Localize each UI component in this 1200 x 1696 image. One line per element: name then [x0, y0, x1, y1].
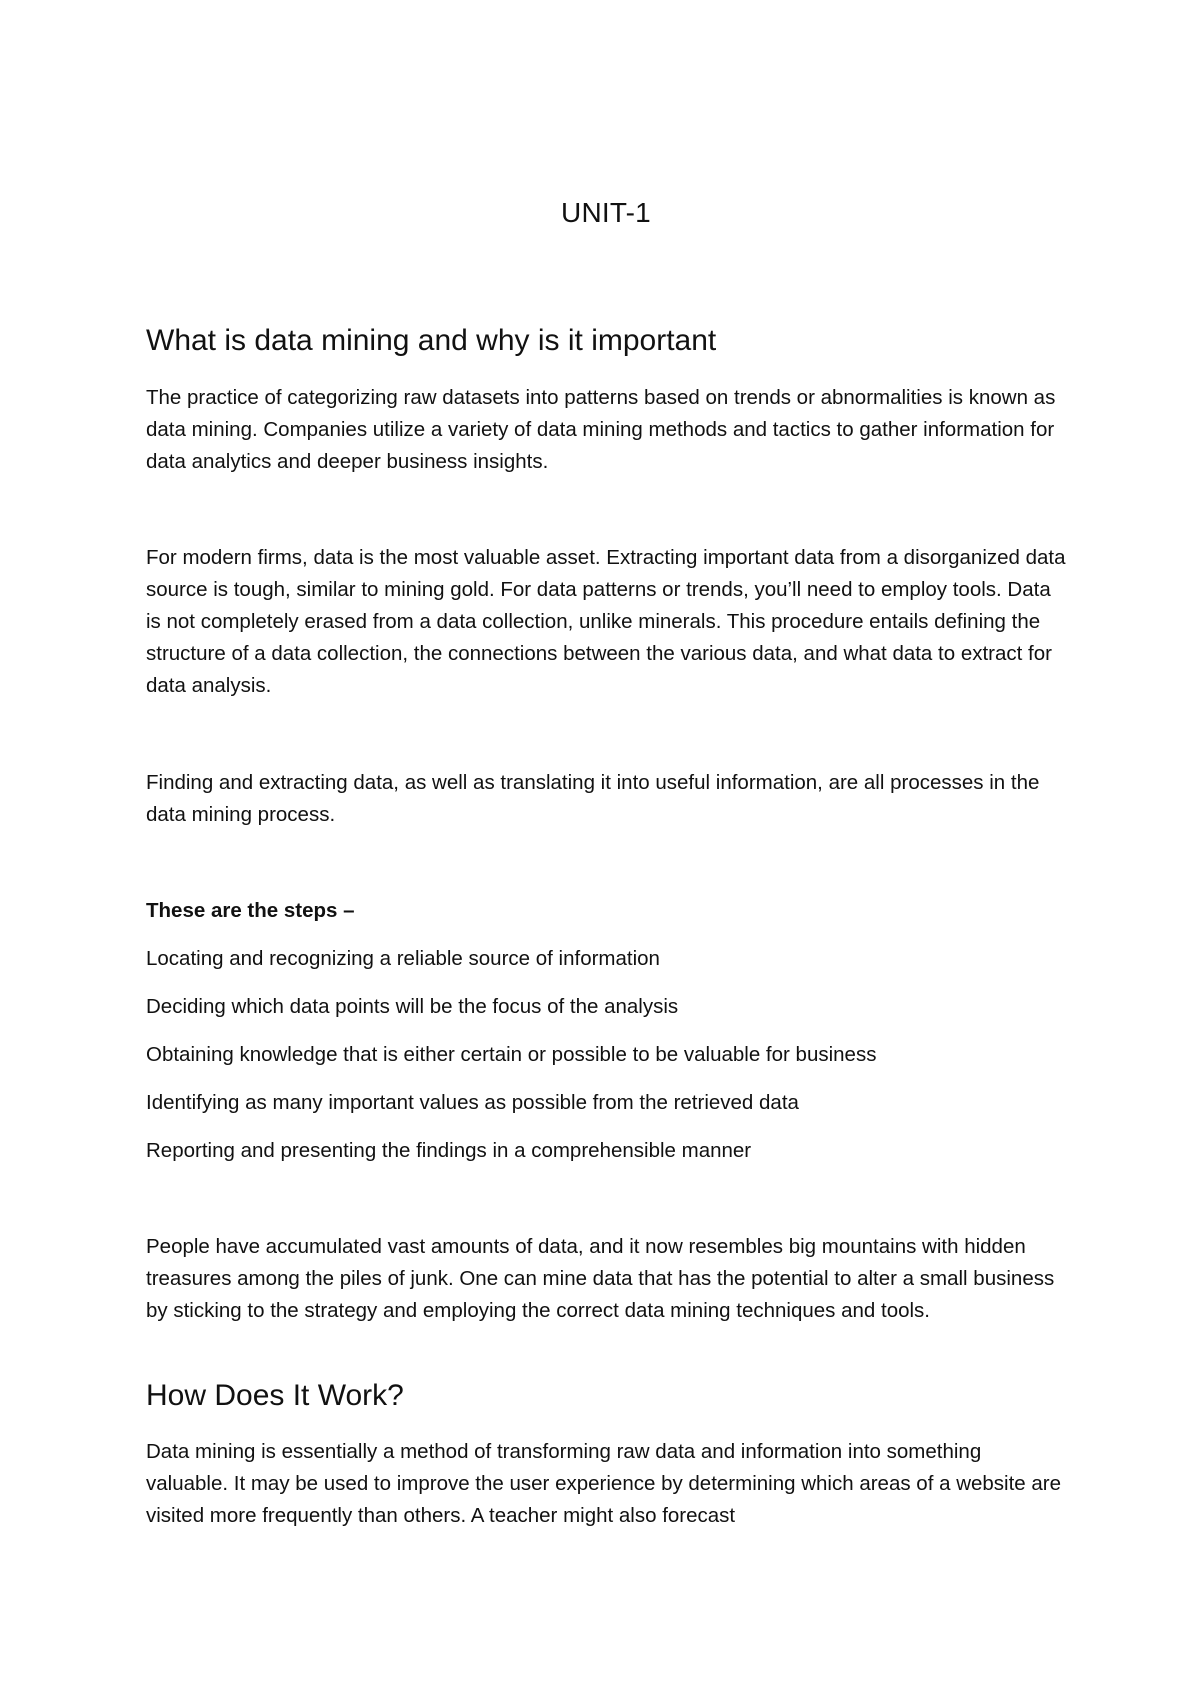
- section-heading-data-mining: What is data mining and why is it important: [146, 324, 717, 357]
- steps-heading: These are the steps –: [146, 899, 355, 922]
- paragraph-how-it-works: Data mining is essentially a method of transforming raw data and information into something valuable. It may be used to improve the user experience by determining which areas of a website are visited more frequently than others. A teacher might also forecast: [146, 1440, 1062, 1527]
- step-item: Obtaining knowledge that is either certain or possible to be valuable for business: [146, 1043, 877, 1066]
- paragraph-modern-firms: For modern firms, data is the most valuable asset. Extracting important data from a disorganized data source is tough, similar to mining gold. For data patterns or trends, you’ll need to employ tools. Data is not completely erased from a data collection, unlike minerals. This procedure entails defining the structure of a data collection, the connections between the various data, and what data to extract for data analysis.: [146, 546, 1066, 697]
- paragraph-definition: The practice of categorizing raw datasets into patterns based on trends or abnormalities is known as data mining. Companies utilize a variety of data mining methods and tactics to gather information for data analytics and deeper business insights.: [146, 386, 1056, 473]
- section-heading-how-it-works: How Does It Work?: [146, 1379, 404, 1412]
- paragraph-closing: People have accumulated vast amounts of data, and it now resembles big mountains with hidden treasures among the piles of junk. One can mine data that has the potential to alter a small business by sticking to the strategy and employing the correct data mining techniques and tools.: [146, 1235, 1055, 1322]
- step-item: Deciding which data points will be the focus of the analysis: [146, 995, 679, 1018]
- step-item: Reporting and presenting the findings in a comprehensible manner: [146, 1139, 752, 1162]
- paragraph-process: Finding and extracting data, as well as translating it into useful information, are all processes in the data mining process.: [146, 771, 1040, 826]
- step-item: Identifying as many important values as possible from the retrieved data: [146, 1091, 799, 1114]
- step-item: Locating and recognizing a reliable source of information: [146, 947, 660, 970]
- unit-title: UNIT-1: [561, 197, 651, 228]
